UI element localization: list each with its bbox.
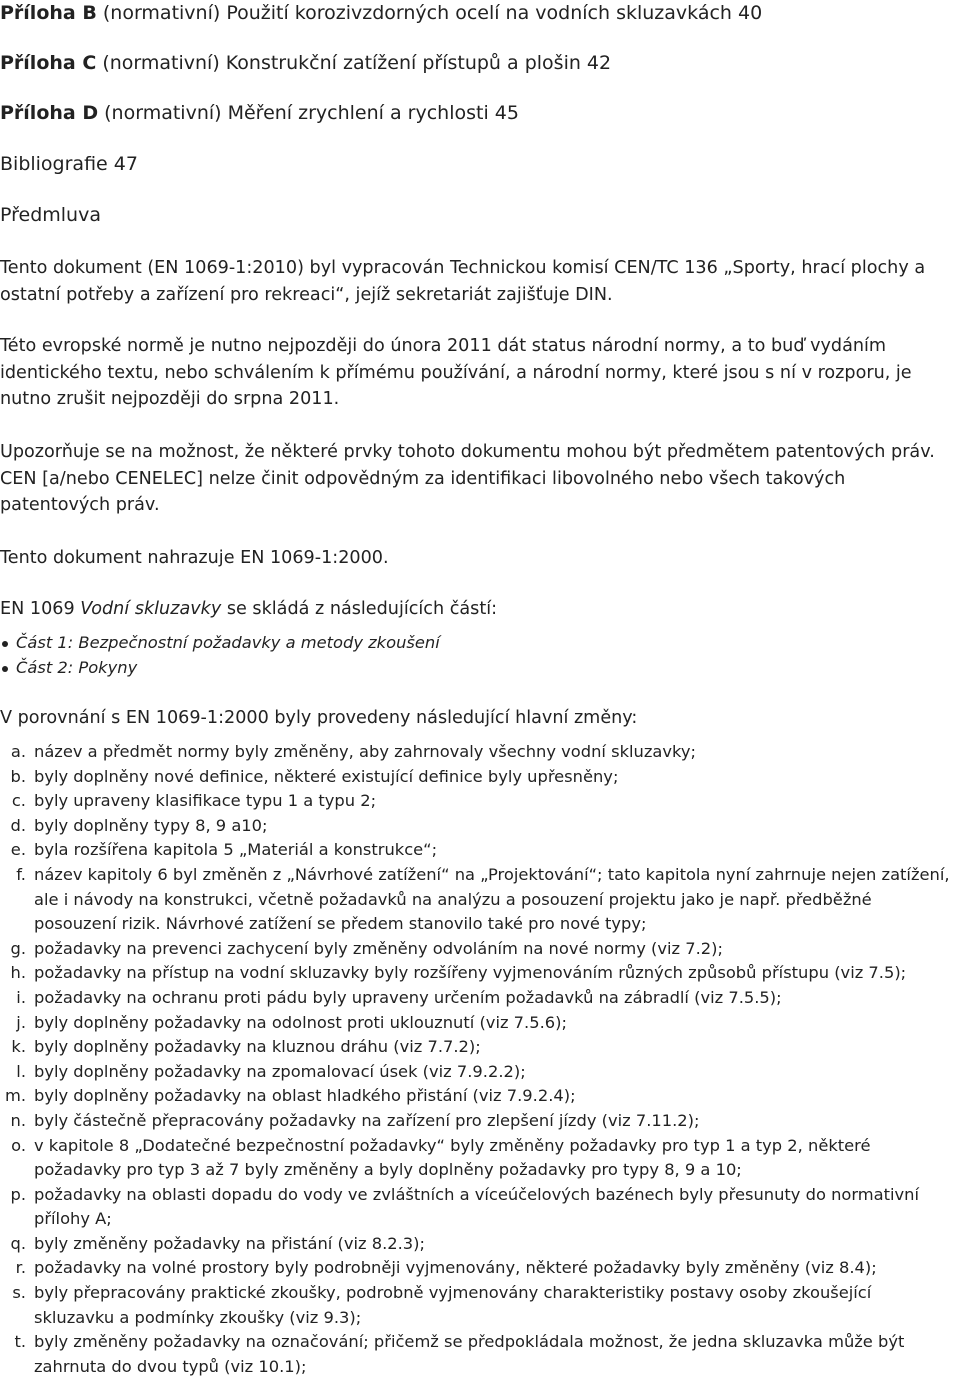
list-item: o. v kapitole 8 „Dodatečné bezpečnostní požadavky“ byly změněny požadavky pro typ 1 a typ 2, některé požadavky pro typ 3 až 7 byly změněny a byly doplněny požadavky pro typy 8, 9 a 10; — [11, 1135, 871, 1180]
list-item: g. požadavky na prevenci zachycení byly změněny odvoláním na nové normy (viz 7.2); — [10, 938, 723, 958]
list-item: Část 2: Pokyny — [0, 655, 952, 680]
section-heading-foreword: Předmluva — [0, 204, 101, 226]
list-item: r. požadavky na volné prostory byly podrobněji vyjmenovány, některé požadavky byly změněny (viz 8.4); — [15, 1258, 877, 1278]
paragraph-document-origin: Tento dokument (EN 1069-1:2010) byl vypracován Technickou komisí CEN/TC 136 „Sporty, hrací plochy a ostatní potřeby a zařízení pro rekreaci“, jejíž sekretariát zajišťuje DIN. — [0, 258, 926, 305]
list-item: d. byly doplněny typy 8, 9 a10; — [10, 815, 268, 835]
list-item: l. byly doplněny požadavky na zpomalovací úsek (viz 7.9.2.2); — [16, 1061, 526, 1081]
list-item: p. požadavky na oblasti dopadu do vody ve zvláštních a víceúčelových bazénech byly přesunuty do normativní přílohy A; — [10, 1184, 919, 1229]
list-item: b. byly doplněny nové definice, některé existující definice byly upřesněny; — [10, 766, 619, 786]
list-item: s. byly přepracovány praktické zkoušky, podrobně vyjmenovány charakteristiky postavy osoby zkoušející skluzavku a podmínky zkoušky (viz 9.3); — [12, 1283, 872, 1327]
list-item: j. byly doplněny požadavky na odolnost proti uklouznutí (viz 7.5.6); — [16, 1012, 567, 1032]
changes-list — [0, 740, 952, 1379]
paragraph-patent-notice: Upozorňuje se na možnost, že některé prvky tohoto dokumentu mohou být předmětem patentových práv. CEN [a/nebo CENELEC] nelze činit odpovědným za identifikaci libovolného nebo všech takových patentových práv. — [0, 442, 935, 515]
paragraph-supersedes: Tento dokument nahrazuje EN 1069-1:2000. — [0, 548, 389, 568]
list-item: a. název a předmět normy byly změněny, aby zahrnovaly všechny vodní skluzavky; — [10, 742, 696, 761]
list-item: f. název kapitoly 6 byl změněn z „Návrhové zatížení“ na „Projektování“; tato kapitola nyní zahrnuje nejen zatížení, ale i návody na konstrukci, včetně požadavků na analýzu a posouzení projektu jako je např. předběžné posouzení rizik. Návrhové zatížení se předem stanovilo také pro nové typy; — [16, 864, 950, 934]
toc-entry-bibliography: Bibliografie 47 — [0, 153, 138, 175]
list-item: c. byly upraveny klasifikace typu 1 a typu 2; — [11, 791, 377, 811]
list-item: k. byly doplněny požadavky na kluznou dráhu (viz 7.7.2); — [11, 1037, 481, 1057]
list-item: i. požadavky na ochranu proti pádu byly upraveny určením požadavků na zábradlí (viz 7.5.5); — [16, 987, 782, 1007]
paragraph-national-status: Této evropské normě je nutno nejpozději do února 2011 dát status národní normy, a to buď vydáním identického textu, nebo schválením k přímému používání, a národní normy, které jsou s ní v rozporu, je nutno zrušit nejpozději do srpna 2011. — [0, 336, 912, 409]
list-item: q. byly změněny požadavky na přistání (viz 8.2.3); — [10, 1233, 425, 1253]
parts-list — [0, 630, 952, 680]
list-item: n. byly částečně přepracovány požadavky na zařízení pro zlepšení jízdy (viz 7.11.2); — [10, 1110, 700, 1130]
list-item: t. byly změněny požadavky na označování; přičemž se předpokládala možnost, že jedna skluzavka může být zahrnuta do dvou typů (viz 10.1); — [14, 1332, 905, 1376]
list-item: Část 1: Bezpečnostní požadavky a metody zkoušení — [0, 630, 952, 655]
paragraph-changes-intro: V porovnání s EN 1069-1:2000 byly provedeny následující hlavní změny: — [0, 708, 638, 728]
list-item: e. byla rozšířena kapitola 5 „Materiál a konstrukce“; — [10, 840, 438, 860]
paragraph-parts-intro: EN 1069 Vodní skluzavky se skládá z následujících částí: — [0, 599, 498, 619]
toc-entry-annex-d: Příloha D (normativní) Měření zrychlení a rychlosti 45 — [0, 102, 519, 124]
toc-entry-annex-b: Příloha B (normativní) Použití korozivzdorných ocelí na vodních skluzavkách 40 — [0, 2, 763, 24]
list-item: h. požadavky na přístup na vodní skluzavky byly rozšířeny vyjmenováním různých způsobů přístupu (viz 7.5); — [10, 963, 907, 983]
list-item: m. byly doplněny požadavky na oblast hladkého přistání (viz 7.9.2.4); — [4, 1086, 576, 1106]
toc-entry-annex-c: Příloha C (normativní) Konstrukční zatížení přístupů a plošin 42 — [0, 52, 612, 74]
